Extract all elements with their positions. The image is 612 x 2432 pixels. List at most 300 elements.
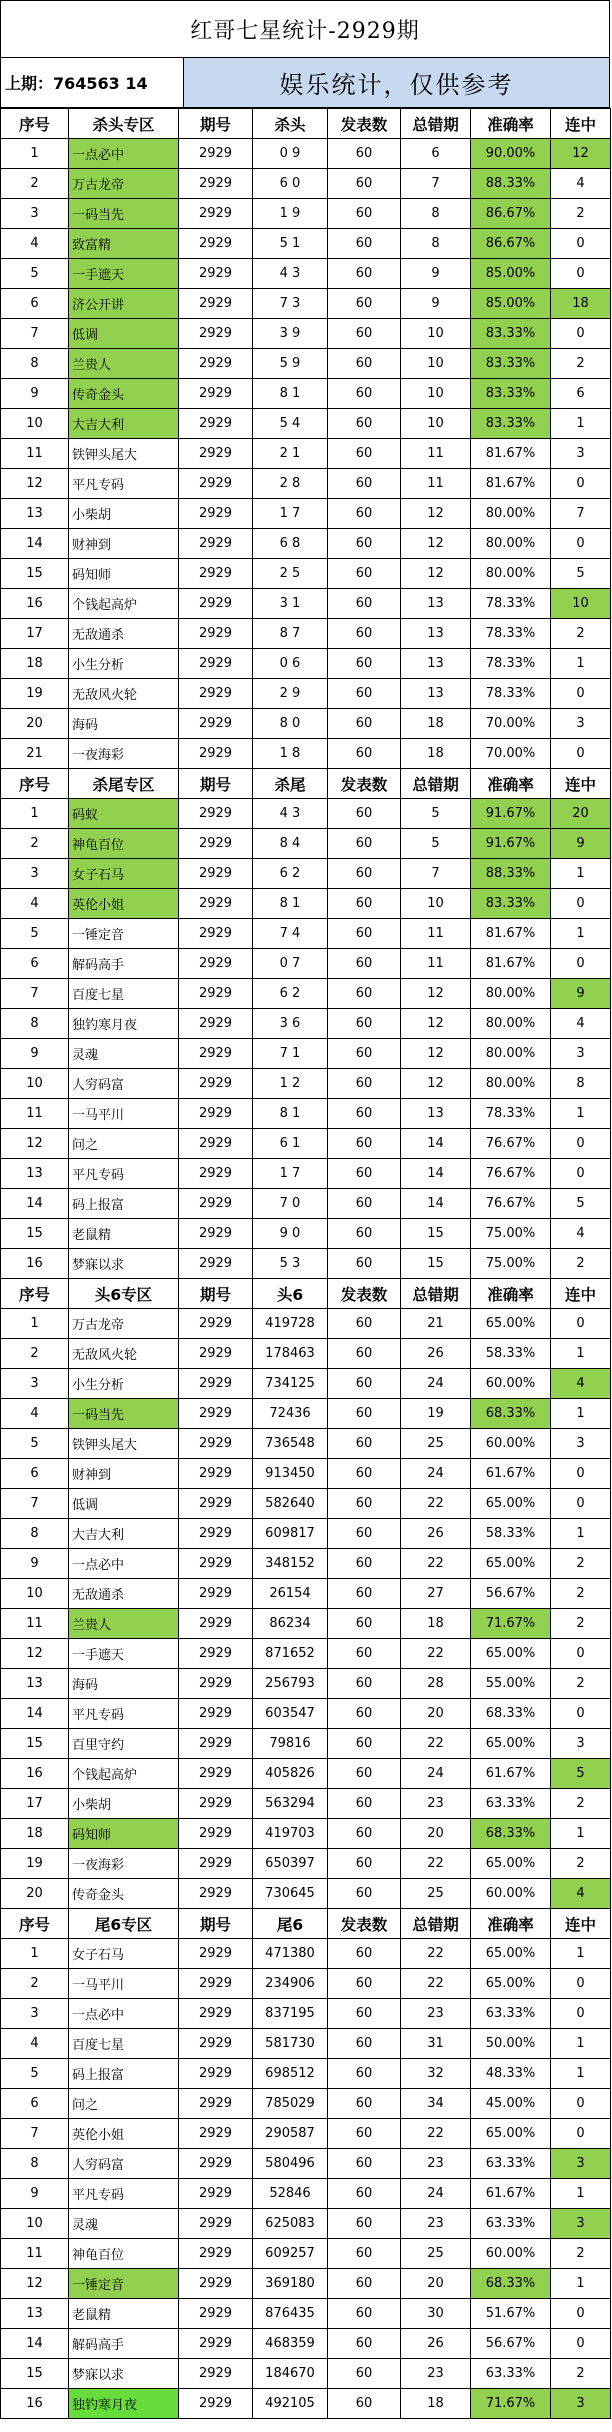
table-row bbox=[1, 679, 611, 709]
table-row bbox=[1, 1819, 611, 1849]
prediction: 609817 bbox=[253, 1519, 328, 1549]
miss-count: 20 bbox=[401, 1819, 471, 1849]
table-row bbox=[1, 1789, 611, 1819]
rank: 19 bbox=[1, 679, 69, 709]
accuracy-rate: 56.67% bbox=[471, 2329, 551, 2359]
table-row bbox=[1, 2029, 611, 2059]
win-streak: 0 bbox=[551, 679, 611, 709]
accuracy-rate: 75.00% bbox=[471, 1249, 551, 1279]
predictor-name: 一码当先 bbox=[69, 199, 179, 229]
published-count: 60 bbox=[328, 1099, 401, 1129]
predictor-name: 小柴胡 bbox=[69, 1789, 179, 1819]
section-header-row bbox=[1, 109, 611, 139]
period: 2929 bbox=[179, 1129, 253, 1159]
header-period: 期号 bbox=[179, 1279, 253, 1309]
accuracy-rate: 65.00% bbox=[471, 1549, 551, 1579]
published-count: 60 bbox=[328, 2269, 401, 2299]
rank: 6 bbox=[1, 2089, 69, 2119]
published-count: 60 bbox=[328, 1129, 401, 1159]
disclaimer-banner: 娱乐统计，仅供参考 bbox=[184, 58, 609, 107]
predictor-name: 码蚁 bbox=[69, 799, 179, 829]
miss-count: 32 bbox=[401, 2059, 471, 2089]
rank: 2 bbox=[1, 1969, 69, 1999]
predictor-name: 一点必中 bbox=[69, 1999, 179, 2029]
predictor-name: 码知师 bbox=[69, 559, 179, 589]
accuracy-rate: 81.67% bbox=[471, 949, 551, 979]
rank: 15 bbox=[1, 1729, 69, 1759]
header-predictor-name: 杀尾专区 bbox=[69, 769, 179, 799]
published-count: 60 bbox=[328, 2239, 401, 2269]
header-predictor-name: 头6专区 bbox=[69, 1279, 179, 1309]
section-header-row bbox=[1, 1279, 611, 1309]
header-win-streak: 连中 bbox=[551, 769, 611, 799]
accuracy-rate: 83.33% bbox=[471, 409, 551, 439]
header-accuracy-rate: 准确率 bbox=[471, 769, 551, 799]
miss-count: 13 bbox=[401, 1099, 471, 1129]
miss-count: 26 bbox=[401, 1519, 471, 1549]
miss-count: 12 bbox=[401, 559, 471, 589]
header-published-count: 发表数 bbox=[328, 769, 401, 799]
miss-count: 19 bbox=[401, 1399, 471, 1429]
predictor-name: 一马平川 bbox=[69, 1969, 179, 1999]
period: 2929 bbox=[179, 529, 253, 559]
rank: 7 bbox=[1, 1489, 69, 1519]
miss-count: 7 bbox=[401, 169, 471, 199]
win-streak: 0 bbox=[551, 1459, 611, 1489]
published-count: 60 bbox=[328, 1399, 401, 1429]
predictor-name: 传奇金头 bbox=[69, 379, 179, 409]
prediction: 419728 bbox=[253, 1309, 328, 1339]
period: 2929 bbox=[179, 1159, 253, 1189]
prediction: 79816 bbox=[253, 1729, 328, 1759]
accuracy-rate: 58.33% bbox=[471, 1519, 551, 1549]
period: 2929 bbox=[179, 1819, 253, 1849]
prediction: 26154 bbox=[253, 1579, 328, 1609]
miss-count: 26 bbox=[401, 2329, 471, 2359]
published-count: 60 bbox=[328, 169, 401, 199]
table-row bbox=[1, 229, 611, 259]
prediction: 9 0 bbox=[253, 1219, 328, 1249]
predictor-name: 百里守约 bbox=[69, 1729, 179, 1759]
predictor-name: 百度七星 bbox=[69, 2029, 179, 2059]
table-row bbox=[1, 1099, 611, 1129]
published-count: 60 bbox=[328, 1519, 401, 1549]
prediction: 0 7 bbox=[253, 949, 328, 979]
rank: 18 bbox=[1, 1819, 69, 1849]
rank: 21 bbox=[1, 739, 69, 769]
table-row bbox=[1, 1669, 611, 1699]
stats-table bbox=[0, 108, 611, 2419]
period: 2929 bbox=[179, 1609, 253, 1639]
period: 2929 bbox=[179, 889, 253, 919]
prediction: 7 1 bbox=[253, 1039, 328, 1069]
table-row bbox=[1, 1519, 611, 1549]
miss-count: 5 bbox=[401, 829, 471, 859]
win-streak: 0 bbox=[551, 319, 611, 349]
period: 2929 bbox=[179, 2179, 253, 2209]
accuracy-rate: 80.00% bbox=[471, 499, 551, 529]
published-count: 60 bbox=[328, 2059, 401, 2089]
prediction: 5 3 bbox=[253, 1249, 328, 1279]
published-count: 60 bbox=[328, 1219, 401, 1249]
table-row bbox=[1, 919, 611, 949]
table-row bbox=[1, 349, 611, 379]
rank: 8 bbox=[1, 1519, 69, 1549]
period: 2929 bbox=[179, 1069, 253, 1099]
prediction: 7 0 bbox=[253, 1189, 328, 1219]
miss-count: 11 bbox=[401, 949, 471, 979]
stats-table-body bbox=[1, 109, 611, 2419]
table-row bbox=[1, 1309, 611, 1339]
prediction: 419703 bbox=[253, 1819, 328, 1849]
period: 2929 bbox=[179, 2029, 253, 2059]
predictor-name: 一点必中 bbox=[69, 139, 179, 169]
win-streak: 7 bbox=[551, 499, 611, 529]
miss-count: 26 bbox=[401, 1339, 471, 1369]
predictor-name: 个钱起高炉 bbox=[69, 1759, 179, 1789]
rank: 3 bbox=[1, 199, 69, 229]
miss-count: 14 bbox=[401, 1129, 471, 1159]
period: 2929 bbox=[179, 1699, 253, 1729]
accuracy-rate: 78.33% bbox=[471, 589, 551, 619]
win-streak: 0 bbox=[551, 259, 611, 289]
prediction: 650397 bbox=[253, 1849, 328, 1879]
win-streak: 4 bbox=[551, 1009, 611, 1039]
predictor-name: 问之 bbox=[69, 1129, 179, 1159]
win-streak: 3 bbox=[551, 709, 611, 739]
table-row bbox=[1, 1999, 611, 2029]
win-streak: 0 bbox=[551, 229, 611, 259]
predictor-name: 万古龙帝 bbox=[69, 169, 179, 199]
miss-count: 15 bbox=[401, 1249, 471, 1279]
published-count: 60 bbox=[328, 679, 401, 709]
rank: 16 bbox=[1, 1249, 69, 1279]
miss-count: 13 bbox=[401, 589, 471, 619]
header-win-streak: 连中 bbox=[551, 1909, 611, 1939]
table-row bbox=[1, 799, 611, 829]
period: 2929 bbox=[179, 1669, 253, 1699]
prediction: 8 0 bbox=[253, 709, 328, 739]
period: 2929 bbox=[179, 1189, 253, 1219]
miss-count: 12 bbox=[401, 499, 471, 529]
prediction: 6 2 bbox=[253, 979, 328, 1009]
published-count: 60 bbox=[328, 1879, 401, 1909]
published-count: 60 bbox=[328, 1159, 401, 1189]
prediction: 6 1 bbox=[253, 1129, 328, 1159]
section-header-row bbox=[1, 769, 611, 799]
header-accuracy-rate: 准确率 bbox=[471, 109, 551, 139]
section-header-row bbox=[1, 1909, 611, 1939]
rank: 5 bbox=[1, 2059, 69, 2089]
accuracy-rate: 65.00% bbox=[471, 1309, 551, 1339]
table-row bbox=[1, 289, 611, 319]
period: 2929 bbox=[179, 1969, 253, 1999]
miss-count: 25 bbox=[401, 1879, 471, 1909]
predictor-name: 一夜海彩 bbox=[69, 1849, 179, 1879]
miss-count: 23 bbox=[401, 2149, 471, 2179]
predictor-name: 万古龙帝 bbox=[69, 1309, 179, 1339]
table-row bbox=[1, 379, 611, 409]
win-streak: 2 bbox=[551, 1549, 611, 1579]
rank: 1 bbox=[1, 1309, 69, 1339]
published-count: 60 bbox=[328, 1609, 401, 1639]
table-row bbox=[1, 319, 611, 349]
period: 2929 bbox=[179, 1639, 253, 1669]
header-accuracy-rate: 准确率 bbox=[471, 1279, 551, 1309]
predictor-name: 百度七星 bbox=[69, 979, 179, 1009]
rank: 20 bbox=[1, 1879, 69, 1909]
prediction: 178463 bbox=[253, 1339, 328, 1369]
info-bar bbox=[0, 58, 610, 108]
rank: 7 bbox=[1, 979, 69, 1009]
prediction: 8 4 bbox=[253, 829, 328, 859]
predictor-name: 个钱起高炉 bbox=[69, 589, 179, 619]
accuracy-rate: 60.00% bbox=[471, 1429, 551, 1459]
win-streak: 6 bbox=[551, 379, 611, 409]
prediction: 871652 bbox=[253, 1639, 328, 1669]
prediction: 2 8 bbox=[253, 469, 328, 499]
published-count: 60 bbox=[328, 739, 401, 769]
period: 2929 bbox=[179, 2149, 253, 2179]
rank: 14 bbox=[1, 1699, 69, 1729]
rank: 2 bbox=[1, 829, 69, 859]
header-predictor-name: 尾6专区 bbox=[69, 1909, 179, 1939]
header-miss-count: 总错期 bbox=[401, 1909, 471, 1939]
accuracy-rate: 63.33% bbox=[471, 2149, 551, 2179]
win-streak: 0 bbox=[551, 1489, 611, 1519]
rank: 6 bbox=[1, 1459, 69, 1489]
published-count: 60 bbox=[328, 2149, 401, 2179]
miss-count: 6 bbox=[401, 139, 471, 169]
win-streak: 5 bbox=[551, 1759, 611, 1789]
miss-count: 22 bbox=[401, 1939, 471, 1969]
win-streak: 0 bbox=[551, 739, 611, 769]
table-row bbox=[1, 1579, 611, 1609]
accuracy-rate: 76.67% bbox=[471, 1189, 551, 1219]
table-row bbox=[1, 1729, 611, 1759]
miss-count: 31 bbox=[401, 2029, 471, 2059]
period: 2929 bbox=[179, 2389, 253, 2419]
period: 2929 bbox=[179, 919, 253, 949]
published-count: 60 bbox=[328, 529, 401, 559]
prediction: 468359 bbox=[253, 2329, 328, 2359]
win-streak: 1 bbox=[551, 2179, 611, 2209]
published-count: 60 bbox=[328, 829, 401, 859]
published-count: 60 bbox=[328, 1819, 401, 1849]
table-row bbox=[1, 1549, 611, 1579]
rank: 9 bbox=[1, 1549, 69, 1579]
published-count: 60 bbox=[328, 2329, 401, 2359]
win-streak: 2 bbox=[551, 1609, 611, 1639]
accuracy-rate: 76.67% bbox=[471, 1129, 551, 1159]
rank: 10 bbox=[1, 1579, 69, 1609]
win-streak: 1 bbox=[551, 1939, 611, 1969]
accuracy-rate: 60.00% bbox=[471, 1369, 551, 1399]
rank: 9 bbox=[1, 379, 69, 409]
accuracy-rate: 65.00% bbox=[471, 1639, 551, 1669]
table-row bbox=[1, 469, 611, 499]
rank: 18 bbox=[1, 649, 69, 679]
prediction: 8 1 bbox=[253, 1099, 328, 1129]
prediction: 734125 bbox=[253, 1369, 328, 1399]
rank: 8 bbox=[1, 349, 69, 379]
rank: 11 bbox=[1, 1099, 69, 1129]
predictor-name: 致富精 bbox=[69, 229, 179, 259]
table-row bbox=[1, 859, 611, 889]
predictor-name: 一锤定音 bbox=[69, 919, 179, 949]
prediction: 625083 bbox=[253, 2209, 328, 2239]
prediction: 256793 bbox=[253, 1669, 328, 1699]
published-count: 60 bbox=[328, 859, 401, 889]
miss-count: 18 bbox=[401, 1609, 471, 1639]
win-streak: 4 bbox=[551, 1879, 611, 1909]
win-streak: 1 bbox=[551, 2269, 611, 2299]
win-streak: 0 bbox=[551, 1129, 611, 1159]
miss-count: 23 bbox=[401, 1789, 471, 1819]
rank: 8 bbox=[1, 1009, 69, 1039]
period: 2929 bbox=[179, 589, 253, 619]
period: 2929 bbox=[179, 169, 253, 199]
published-count: 60 bbox=[328, 1039, 401, 1069]
published-count: 60 bbox=[328, 409, 401, 439]
period: 2929 bbox=[179, 229, 253, 259]
published-count: 60 bbox=[328, 439, 401, 469]
published-count: 60 bbox=[328, 199, 401, 229]
prediction: 563294 bbox=[253, 1789, 328, 1819]
period: 2929 bbox=[179, 379, 253, 409]
rank: 16 bbox=[1, 589, 69, 619]
rank: 1 bbox=[1, 799, 69, 829]
accuracy-rate: 91.67% bbox=[471, 799, 551, 829]
miss-count: 18 bbox=[401, 2389, 471, 2419]
header-prediction: 杀头 bbox=[253, 109, 328, 139]
rank: 19 bbox=[1, 1849, 69, 1879]
period: 2929 bbox=[179, 2329, 253, 2359]
accuracy-rate: 68.33% bbox=[471, 1399, 551, 1429]
accuracy-rate: 68.33% bbox=[471, 2269, 551, 2299]
win-streak: 3 bbox=[551, 2149, 611, 2179]
miss-count: 9 bbox=[401, 289, 471, 319]
table-row bbox=[1, 1489, 611, 1519]
accuracy-rate: 86.67% bbox=[471, 229, 551, 259]
accuracy-rate: 78.33% bbox=[471, 619, 551, 649]
published-count: 60 bbox=[328, 1969, 401, 1999]
accuracy-rate: 58.33% bbox=[471, 1339, 551, 1369]
table-row bbox=[1, 1849, 611, 1879]
accuracy-rate: 83.33% bbox=[471, 379, 551, 409]
predictor-name: 英伦小姐 bbox=[69, 889, 179, 919]
win-streak: 1 bbox=[551, 649, 611, 679]
published-count: 60 bbox=[328, 2119, 401, 2149]
rank: 11 bbox=[1, 439, 69, 469]
period: 2929 bbox=[179, 559, 253, 589]
win-streak: 0 bbox=[551, 2329, 611, 2359]
rank: 3 bbox=[1, 859, 69, 889]
table-row bbox=[1, 2209, 611, 2239]
miss-count: 15 bbox=[401, 1219, 471, 1249]
header-published-count: 发表数 bbox=[328, 109, 401, 139]
published-count: 60 bbox=[328, 2389, 401, 2419]
miss-count: 11 bbox=[401, 469, 471, 499]
published-count: 60 bbox=[328, 1939, 401, 1969]
accuracy-rate: 80.00% bbox=[471, 1069, 551, 1099]
predictor-name: 英伦小姐 bbox=[69, 2119, 179, 2149]
predictor-name: 灵魂 bbox=[69, 1039, 179, 1069]
period: 2929 bbox=[179, 799, 253, 829]
prediction: 3 6 bbox=[253, 1009, 328, 1039]
accuracy-rate: 70.00% bbox=[471, 709, 551, 739]
table-row bbox=[1, 2089, 611, 2119]
published-count: 60 bbox=[328, 1189, 401, 1219]
prediction: 5 9 bbox=[253, 349, 328, 379]
accuracy-rate: 83.33% bbox=[471, 319, 551, 349]
table-row bbox=[1, 1429, 611, 1459]
header-miss-count: 总错期 bbox=[401, 1279, 471, 1309]
win-streak: 0 bbox=[551, 1969, 611, 1999]
miss-count: 14 bbox=[401, 1189, 471, 1219]
period: 2929 bbox=[179, 1249, 253, 1279]
miss-count: 24 bbox=[401, 1759, 471, 1789]
win-streak: 5 bbox=[551, 1189, 611, 1219]
win-streak: 3 bbox=[551, 439, 611, 469]
period: 2929 bbox=[179, 2089, 253, 2119]
accuracy-rate: 81.67% bbox=[471, 919, 551, 949]
published-count: 60 bbox=[328, 259, 401, 289]
win-streak: 1 bbox=[551, 1399, 611, 1429]
predictor-name: 神龟百位 bbox=[69, 2239, 179, 2269]
prediction: 609257 bbox=[253, 2239, 328, 2269]
period: 2929 bbox=[179, 1369, 253, 1399]
rank: 10 bbox=[1, 2209, 69, 2239]
predictor-name: 财神到 bbox=[69, 529, 179, 559]
rank: 6 bbox=[1, 949, 69, 979]
win-streak: 1 bbox=[551, 1099, 611, 1129]
table-row bbox=[1, 709, 611, 739]
win-streak: 5 bbox=[551, 559, 611, 589]
win-streak: 1 bbox=[551, 1519, 611, 1549]
accuracy-rate: 60.00% bbox=[471, 2239, 551, 2269]
win-streak: 1 bbox=[551, 2059, 611, 2089]
period: 2929 bbox=[179, 409, 253, 439]
win-streak: 0 bbox=[551, 2089, 611, 2119]
published-count: 60 bbox=[328, 1789, 401, 1819]
accuracy-rate: 80.00% bbox=[471, 1039, 551, 1069]
accuracy-rate: 65.00% bbox=[471, 2119, 551, 2149]
predictor-name: 济公开讲 bbox=[69, 289, 179, 319]
win-streak: 18 bbox=[551, 289, 611, 319]
win-streak: 3 bbox=[551, 2389, 611, 2419]
rank: 20 bbox=[1, 709, 69, 739]
table-row bbox=[1, 1369, 611, 1399]
rank: 15 bbox=[1, 559, 69, 589]
prediction: 1 2 bbox=[253, 1069, 328, 1099]
header-prediction: 头6 bbox=[253, 1279, 328, 1309]
accuracy-rate: 80.00% bbox=[471, 529, 551, 559]
published-count: 60 bbox=[328, 2359, 401, 2389]
rank: 9 bbox=[1, 2179, 69, 2209]
win-streak: 0 bbox=[551, 2119, 611, 2149]
rank: 13 bbox=[1, 499, 69, 529]
accuracy-rate: 83.33% bbox=[471, 349, 551, 379]
win-streak: 2 bbox=[551, 1579, 611, 1609]
header-rank: 序号 bbox=[1, 1279, 69, 1309]
table-row bbox=[1, 1039, 611, 1069]
predictor-name: 老鼠精 bbox=[69, 1219, 179, 1249]
miss-count: 34 bbox=[401, 2089, 471, 2119]
predictor-name: 铁钾头尾大 bbox=[69, 439, 179, 469]
win-streak: 0 bbox=[551, 949, 611, 979]
period: 2929 bbox=[179, 1549, 253, 1579]
